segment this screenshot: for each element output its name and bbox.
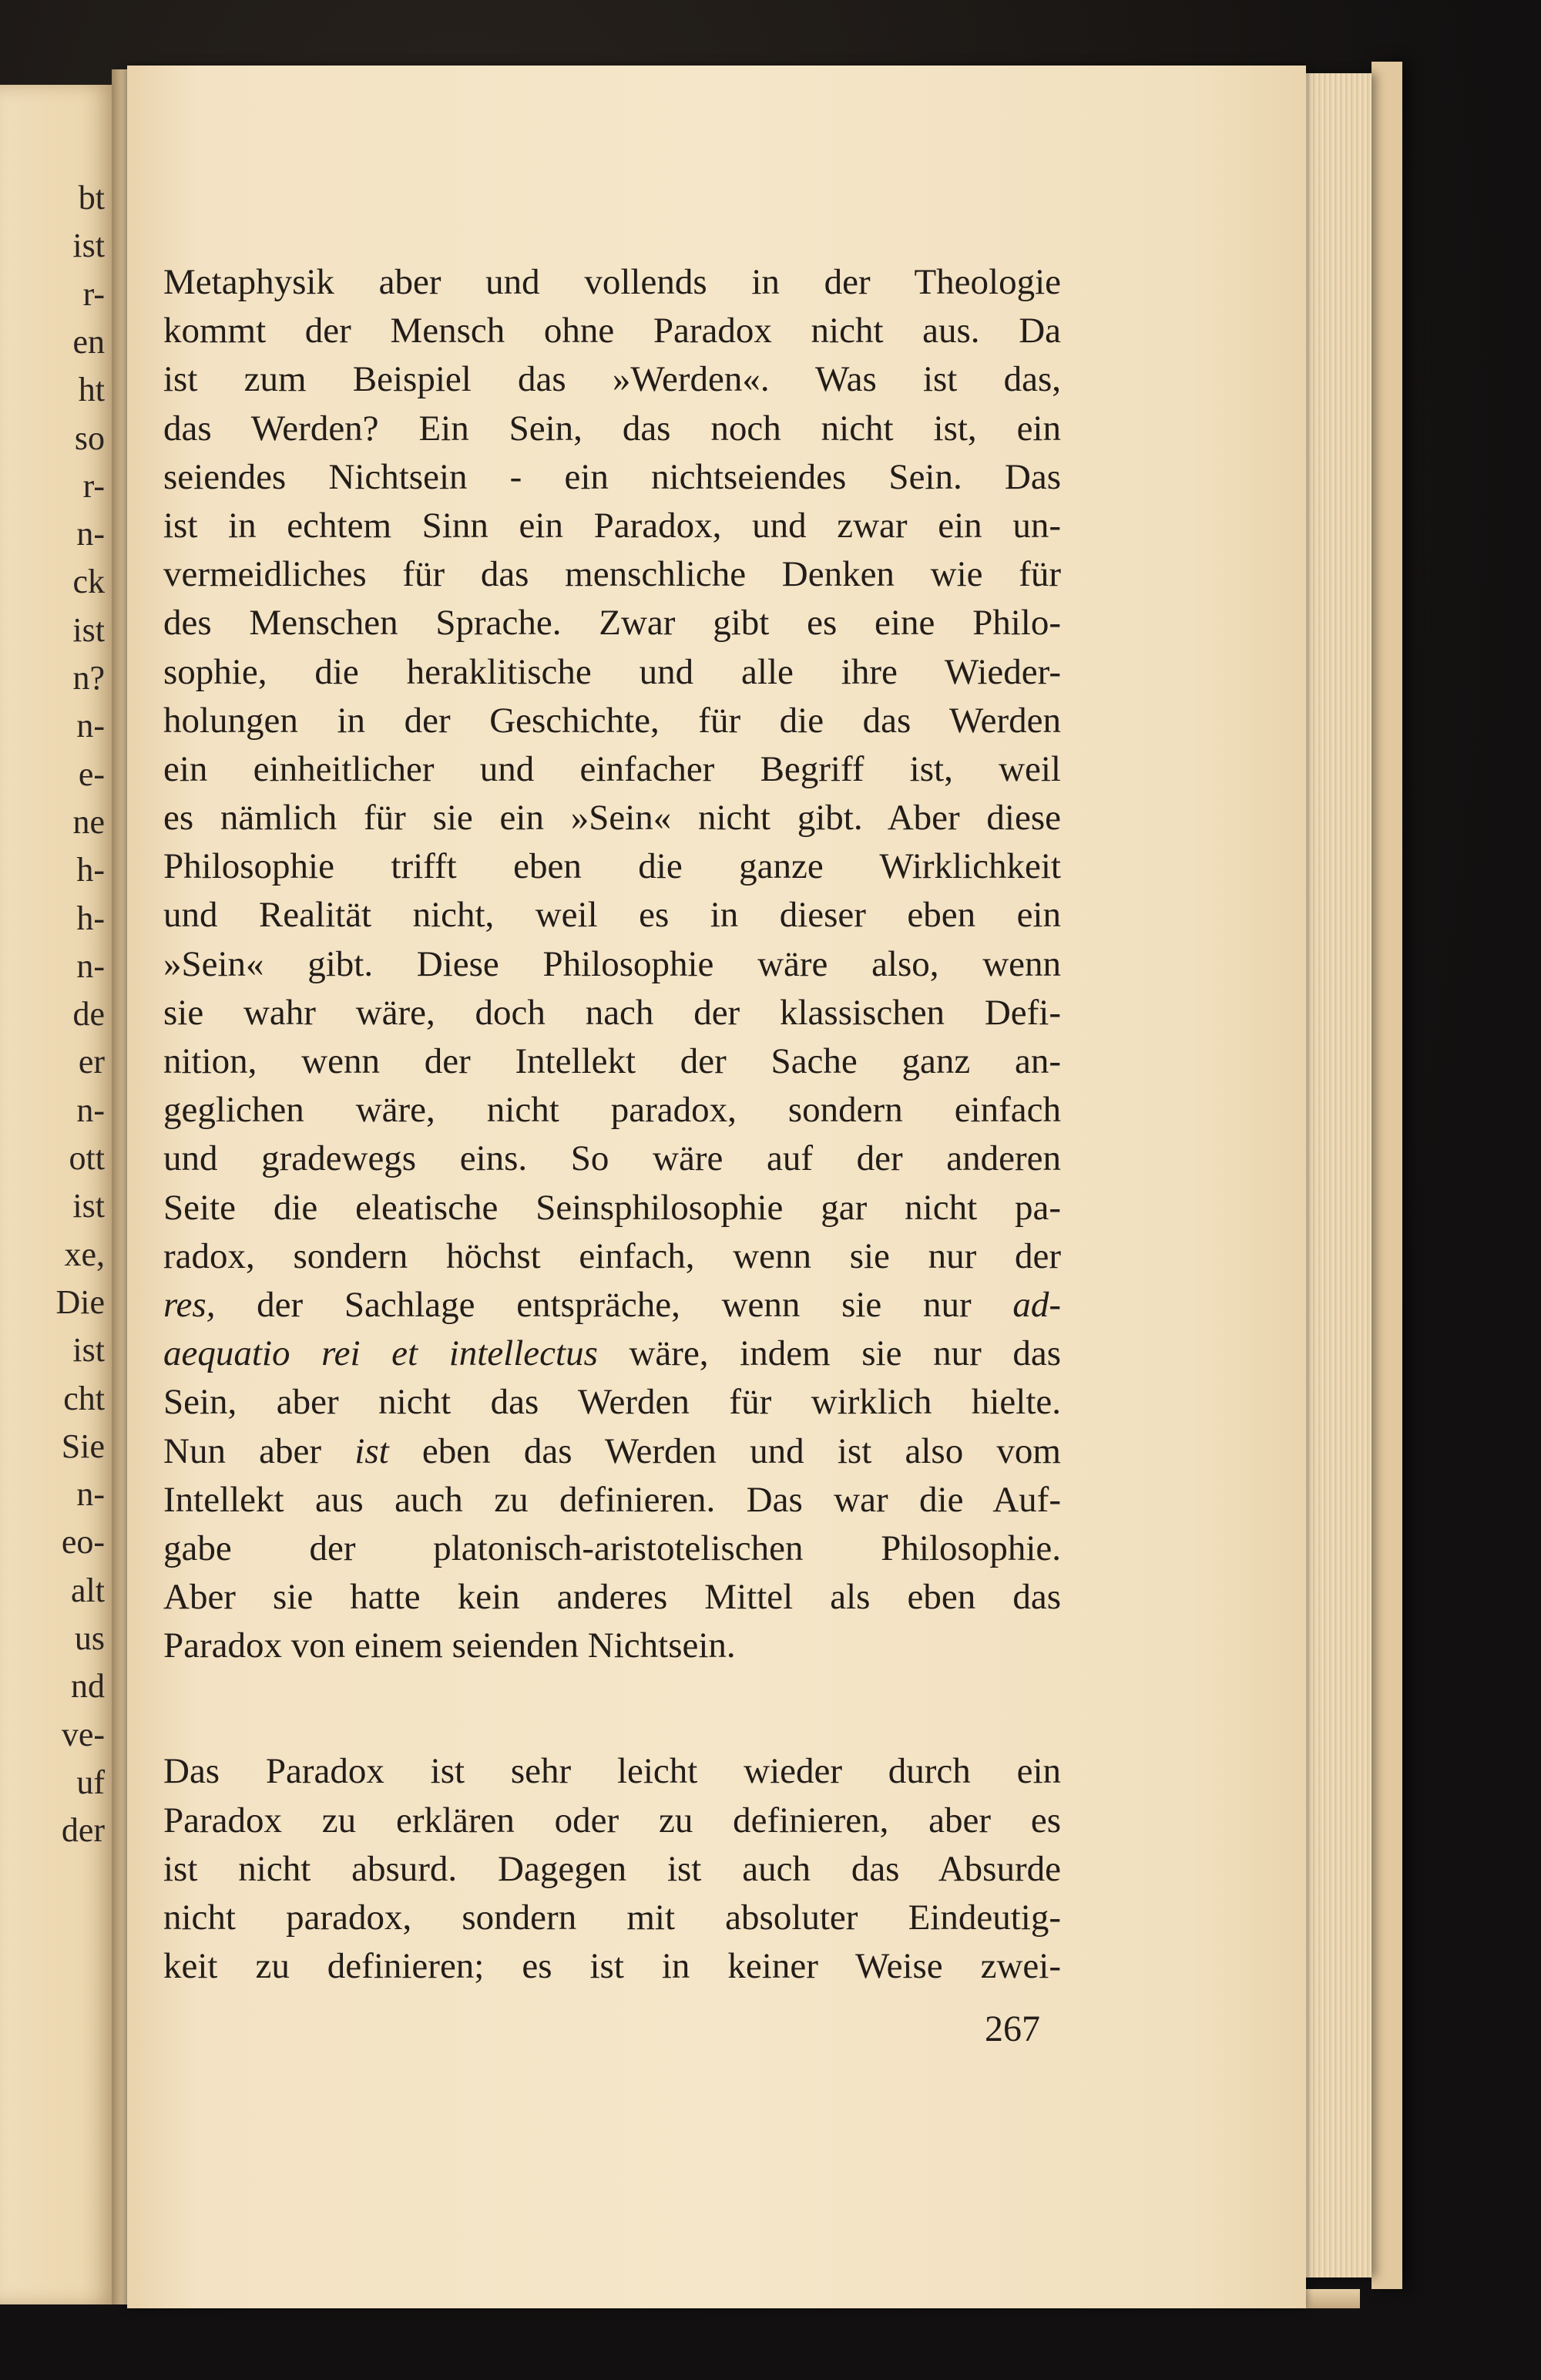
text-line: Metaphysik aber und vollends in der Theologie bbox=[163, 262, 1061, 302]
left-page-text-fragment: uf bbox=[76, 1763, 105, 1801]
left-page-text-fragment: r- bbox=[82, 466, 105, 505]
text-line: Philosophie trifft eben die ganze Wirklichkeit bbox=[163, 846, 1061, 887]
left-page-text-fragment: nd bbox=[71, 1667, 105, 1706]
text-line: radox, sondern höchst einfach, wenn sie nur der bbox=[163, 1235, 1061, 1276]
left-page-text-fragment: ott bbox=[69, 1139, 105, 1177]
left-page-text-fragment: ht bbox=[78, 371, 105, 409]
text-line: »Sein« gibt. Diese Philosophie wäre also, wenn bbox=[163, 943, 1061, 984]
paragraph-gap bbox=[163, 1670, 1061, 1747]
left-page-text-fragment: xe, bbox=[64, 1235, 105, 1273]
paragraph-1 bbox=[163, 258, 1061, 1281]
text-line: Paradox zu erklären oder zu definieren, aber es bbox=[163, 1800, 1061, 1840]
text-line: geglichen wäre, nicht paradox, sondern einfach bbox=[163, 1090, 1061, 1131]
paragraph-2 bbox=[163, 1747, 1061, 1991]
text-line: kommt der Mensch ohne Paradox nicht aus. Da bbox=[163, 311, 1061, 351]
text-line: ist zum Beispiel das »Werden«. Was ist das, bbox=[163, 359, 1061, 400]
left-page-text-fragment: n- bbox=[76, 1475, 105, 1514]
left-page-text-fragment: n- bbox=[76, 1091, 105, 1129]
left-page-text-fragment: ve- bbox=[61, 1715, 105, 1753]
text-line: vermeidliches für das menschliche Denken wie für bbox=[163, 554, 1061, 595]
left-page-text-fragment: e- bbox=[78, 755, 105, 793]
text-line: ist in echtem Sinn ein Paradox, und zwar ein un- bbox=[163, 505, 1061, 546]
text-line: sie wahr wäre, doch nach der klassischen Defi- bbox=[163, 992, 1061, 1033]
left-page-text-fragment: Sie bbox=[61, 1427, 105, 1465]
text-line: nicht paradox, sondern mit absoluter Eindeutig- bbox=[163, 1898, 1061, 1938]
left-page-text-fragment: ist bbox=[72, 1187, 105, 1225]
text-line: es nämlich für sie ein »Sein« nicht gibt. Aber diese bbox=[163, 798, 1061, 839]
text-line: Seite die eleatische Seinsphilosophie gar nicht pa- bbox=[163, 1187, 1061, 1228]
text-line: seiendes Nichtsein - ein nichtseiendes Sein. Das bbox=[163, 456, 1061, 497]
text-line: aequatio rei et intellectus wäre, indem sie nur das bbox=[163, 1333, 1061, 1374]
left-page-text-fragment: ist bbox=[72, 610, 105, 649]
left-page-text-fragment: ist bbox=[72, 1331, 105, 1370]
left-page-text-fragment: n- bbox=[76, 515, 105, 553]
text-line: sophie, die heraklitische und alle ihre Wieder- bbox=[163, 651, 1061, 692]
text-line: Sein, aber nicht das Werden für wirklich hielte. bbox=[163, 1382, 1061, 1423]
text-line: nition, wenn der Intellekt der Sache ganz an- bbox=[163, 1041, 1061, 1081]
left-page-text-fragment: n- bbox=[76, 946, 105, 985]
left-page-text-fragment: bt bbox=[78, 179, 105, 217]
left-page-text-fragment: r- bbox=[82, 274, 105, 313]
text-line: Nun aber ist eben das Werden und ist also vom bbox=[163, 1430, 1061, 1471]
text-line: das Werden? Ein Sein, das noch nicht ist, ein bbox=[163, 408, 1061, 449]
left-page-text-fragment: der bbox=[61, 1811, 105, 1850]
left-page-text-fragment: alt bbox=[71, 1571, 105, 1609]
left-page-text-fragment: h- bbox=[76, 851, 105, 889]
left-page-text-fragment: h- bbox=[76, 899, 105, 937]
left-page-text-fragment: so bbox=[74, 419, 105, 457]
left-page-text-fragment: Die bbox=[55, 1282, 105, 1321]
text-line: gabe der platonisch-aristotelischen Philosophie. bbox=[163, 1528, 1061, 1568]
left-page-text-fragment: en bbox=[72, 322, 105, 361]
text-line: keit zu definieren; es ist in keiner Weise zwei- bbox=[163, 1946, 1061, 1987]
left-page-text-fragment: er bbox=[78, 1043, 105, 1081]
text-line: Intellekt aus auch zu definieren. Das war die Auf- bbox=[163, 1479, 1061, 1520]
left-page-text-fragment: ck bbox=[72, 563, 105, 601]
left-page-text-fragment: de bbox=[72, 995, 105, 1034]
book-cover-edge bbox=[1371, 62, 1402, 2289]
text-line: des Menschen Sprache. Zwar gibt es eine Philo- bbox=[163, 603, 1061, 644]
page-text bbox=[163, 258, 1061, 1991]
left-page-text-fragment: ist bbox=[72, 227, 105, 265]
text-line: holungen in der Geschichte, für die das Werden bbox=[163, 700, 1061, 741]
text-line: und gradewegs eins. So wäre auf der anderen bbox=[163, 1138, 1061, 1179]
left-page-fragment bbox=[0, 85, 116, 2304]
text-line: ein einheitlicher und einfacher Begriff ist, weil bbox=[163, 748, 1061, 789]
text-line: Paradox von einem seienden Nichtsein. bbox=[163, 1625, 736, 1666]
text-line: res, der Sachlage entspräche, wenn sie nur ad- bbox=[163, 1284, 1061, 1325]
left-page-text-fragment: cht bbox=[63, 1379, 105, 1417]
left-page-text-fragment: ne bbox=[72, 802, 105, 841]
paragraph-1-tail bbox=[163, 1476, 1061, 1671]
text-line: Das Paradox ist sehr leicht wieder durch ein bbox=[163, 1751, 1061, 1792]
text-line: ist nicht absurd. Dagegen ist auch das Absurde bbox=[163, 1848, 1061, 1889]
left-page-text-fragment: n? bbox=[72, 659, 105, 697]
text-line: und Realität nicht, weil es in dieser eben ein bbox=[163, 895, 1061, 936]
page-number: 267 bbox=[985, 2009, 1040, 2049]
left-page-text-fragment: us bbox=[74, 1619, 105, 1657]
text-line: Aber sie hatte kein anderes Mittel als eben das bbox=[163, 1577, 1061, 1618]
left-page-text-fragment: eo- bbox=[61, 1523, 105, 1561]
left-page-text-fragment: n- bbox=[76, 707, 105, 745]
